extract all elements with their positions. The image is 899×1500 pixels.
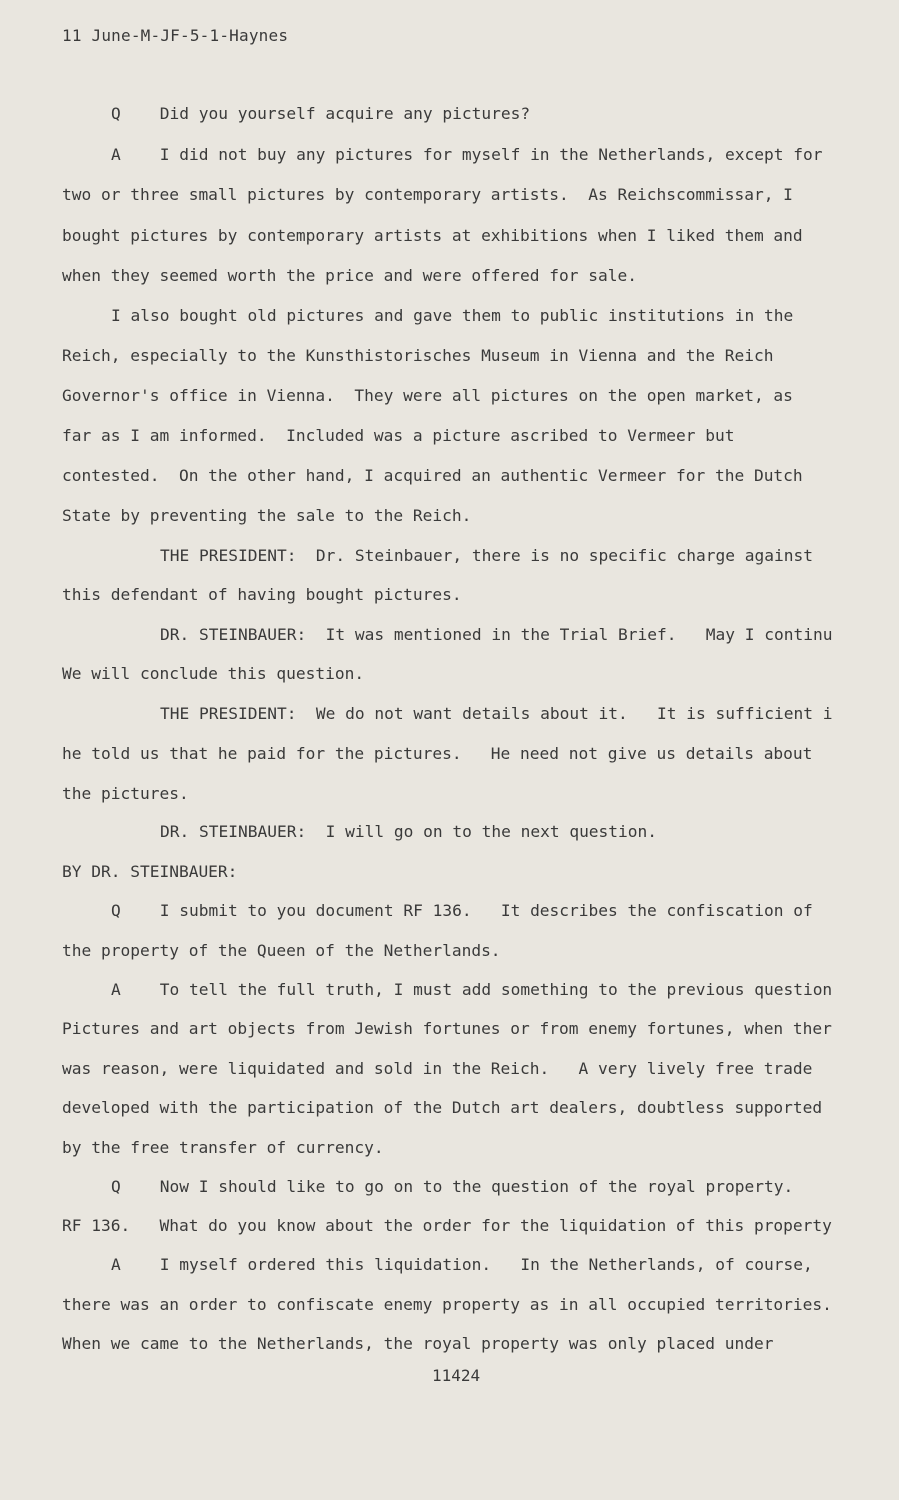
text-line: Q I submit to you document RF 136. It describes the confiscation of bbox=[111, 901, 813, 920]
text-line: Q Now I should like to go on to the question of the royal property. bbox=[111, 1177, 794, 1196]
text-line: there was an order to confiscate enemy property as in all occupied territories. bbox=[62, 1295, 832, 1314]
text-line: A I did not buy any pictures for myself in the Netherlands, except for bbox=[111, 145, 823, 164]
text-line: developed with the participation of the Dutch art dealers, doubtless supported bbox=[62, 1098, 823, 1117]
page-number: 11424 bbox=[432, 1366, 481, 1385]
text-line: A To tell the full truth, I must add something to the previous question bbox=[111, 980, 833, 999]
text-line: far as I am informed. Included was a picture ascribed to Vermeer but bbox=[62, 426, 735, 445]
text-line: THE PRESIDENT: We do not want details about it. It is sufficient i bbox=[160, 704, 833, 723]
text-line: Reich, especially to the Kunsthistorisches Museum in Vienna and the Reich bbox=[62, 346, 774, 365]
text-line: he told us that he paid for the pictures. He need not give us details about bbox=[62, 744, 813, 763]
text-line: the property of the Queen of the Netherlands. bbox=[62, 941, 501, 960]
text-line: Governor's office in Vienna. They were all pictures on the open market, as bbox=[62, 386, 793, 405]
text-line: RF 136. What do you know about the order for the liquidation of this property bbox=[62, 1216, 832, 1235]
text-line: We will conclude this question. bbox=[62, 664, 365, 683]
document-header: 11 June-M-JF-5-1-Haynes bbox=[62, 26, 289, 45]
text-line: DR. STEINBAUER: It was mentioned in the Trial Brief. May I continu bbox=[160, 625, 833, 644]
text-line: by the free transfer of currency. bbox=[62, 1138, 384, 1157]
text-line: bought pictures by contemporary artists at exhibitions when I liked them and bbox=[62, 226, 803, 245]
text-line: When we came to the Netherlands, the royal property was only placed under bbox=[62, 1334, 774, 1353]
text-line: Q Did you yourself acquire any pictures? bbox=[111, 104, 531, 123]
text-line: Pictures and art objects from Jewish fortunes or from enemy fortunes, when ther bbox=[62, 1019, 832, 1038]
text-line: State by preventing the sale to the Reich. bbox=[62, 506, 472, 525]
text-line: when they seemed worth the price and were offered for sale. bbox=[62, 266, 637, 285]
text-line: THE PRESIDENT: Dr. Steinbauer, there is no specific charge against bbox=[160, 546, 813, 565]
text-line: two or three small pictures by contemporary artists. As Reichscommissar, I bbox=[62, 185, 793, 204]
text-line: was reason, were liquidated and sold in the Reich. A very lively free trade bbox=[62, 1059, 813, 1078]
text-line: BY DR. STEINBAUER: bbox=[62, 862, 238, 881]
text-line: contested. On the other hand, I acquired an authentic Vermeer for the Dutch bbox=[62, 466, 803, 485]
text-line: A I myself ordered this liquidation. In the Netherlands, of course, bbox=[111, 1255, 813, 1274]
text-line: DR. STEINBAUER: I will go on to the next question. bbox=[160, 822, 658, 841]
text-line: I also bought old pictures and gave them to public institutions in the bbox=[111, 306, 794, 325]
text-line: this defendant of having bought pictures. bbox=[62, 585, 462, 604]
text-line: the pictures. bbox=[62, 784, 189, 803]
